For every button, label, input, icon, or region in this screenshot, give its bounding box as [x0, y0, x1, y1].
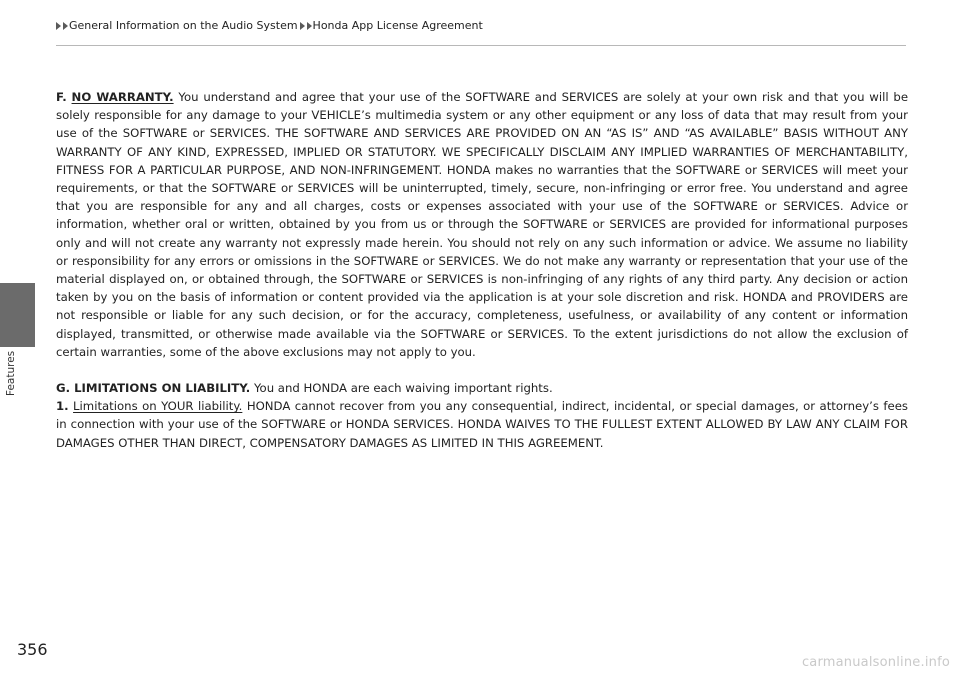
item-1-heading: Limitations on YOUR liability.	[73, 399, 243, 414]
section-f-paragraph	[56, 88, 908, 361]
breadcrumb	[56, 19, 484, 32]
header-divider	[56, 45, 906, 46]
item-1-number: 1.	[56, 399, 69, 414]
item-1-body: HONDA cannot recover from you any consequential, indirect, incidental, or special damages, or attorney’s fees in connection with your use of the SOFTWARE or HONDA SERVICES. HONDA WAIVES TO THE FULLEST EXTENT ALLOWED BY LAW ANY CLAIM FOR DAMAGES OTHER THAN DIRECT, COMPENSATORY DAMAGES AS LIMITED IN THIS AGREEMENT.	[56, 399, 908, 450]
page-content	[56, 88, 908, 452]
page-number: 356	[17, 640, 48, 659]
side-tab-label: Features	[5, 350, 17, 396]
section-f-letter: F.	[56, 90, 67, 104]
breadcrumb-item-audio-system[interactable]: General Information on the Audio System	[69, 19, 298, 32]
breadcrumb-arrow-icon	[56, 22, 61, 30]
breadcrumb-arrow-icon	[63, 22, 68, 30]
breadcrumb-arrow-icon	[300, 22, 305, 30]
section-g-paragraph	[56, 379, 908, 397]
watermark: carmanualsonline.info	[801, 655, 950, 670]
section-g-item-1	[56, 397, 908, 452]
section-g-heading: G. LIMITATIONS ON LIABILITY.	[56, 381, 251, 396]
section-g-body: You and HONDA are each waiving important rights.	[253, 381, 553, 396]
breadcrumb-item-license-agreement[interactable]: Honda App License Agreement	[312, 19, 483, 32]
section-f-heading: NO WARRANTY.	[71, 90, 174, 104]
section-f-body: You understand and agree that your use of the SOFTWARE and SERVICES are solely at your own risk and that you will be solely responsible for any damage to your VEHICLE’s multimedia system or any other equipment or any loss of data that may result from your use of the SOFTWARE or SERVICES. THE SOFTWARE AND SERVICES ARE PROVIDED ON AN “AS IS” AND “AS AVAILABLE” BASIS WITHOUT ANY WARRANTY OF ANY KIND, EXPRESSED, IMPLIED OR STATUTORY. WE SPECIFICALLY DISCLAIM ANY IMPLIED WARRANTIES OF MERCHANTABILITY, FITNESS FOR A PARTICULAR PURPOSE, AND NON-INFRINGEMENT. HONDA makes no warranties that the SOFTWARE or SERVICES will meet your requirements, or that the SOFTWARE or SERVICES will be uninterrupted, timely, secure, non-infringing or error free. You understand and agree that you are responsible for any and all charges, costs or expenses associated with your use of the SOFTWARE or SERVICES. Advice or information, whether oral or written, obtained by you from us or through the SOFTWARE or SERVICES are provided for informational purposes only and will not create any warranty not expressly made herein. You should not rely on any such information or advice. We assume no liability or responsibility for any errors or omissions in the SOFTWARE or SERVICES. We do not make any warranty or representation that your use of the material displayed on, or obtained through, the SOFTWARE or SERVICES is non-infringing of any rights of any third party. Any decision or action taken by you on the basis of information or content provided via the application is at your sole discretion and risk. HONDA and PROVIDERS are not responsible or liable for any such decision, or for the accuracy, completeness, usefulness, or availability of any content or information displayed, transmitted, or otherwise made available via the SOFTWARE or SERVICES. To the extent jurisdictions do not allow the exclusion of certain warranties, some of the above exclusions may not apply to you.	[56, 90, 909, 359]
breadcrumb-arrow-icon	[307, 22, 312, 30]
